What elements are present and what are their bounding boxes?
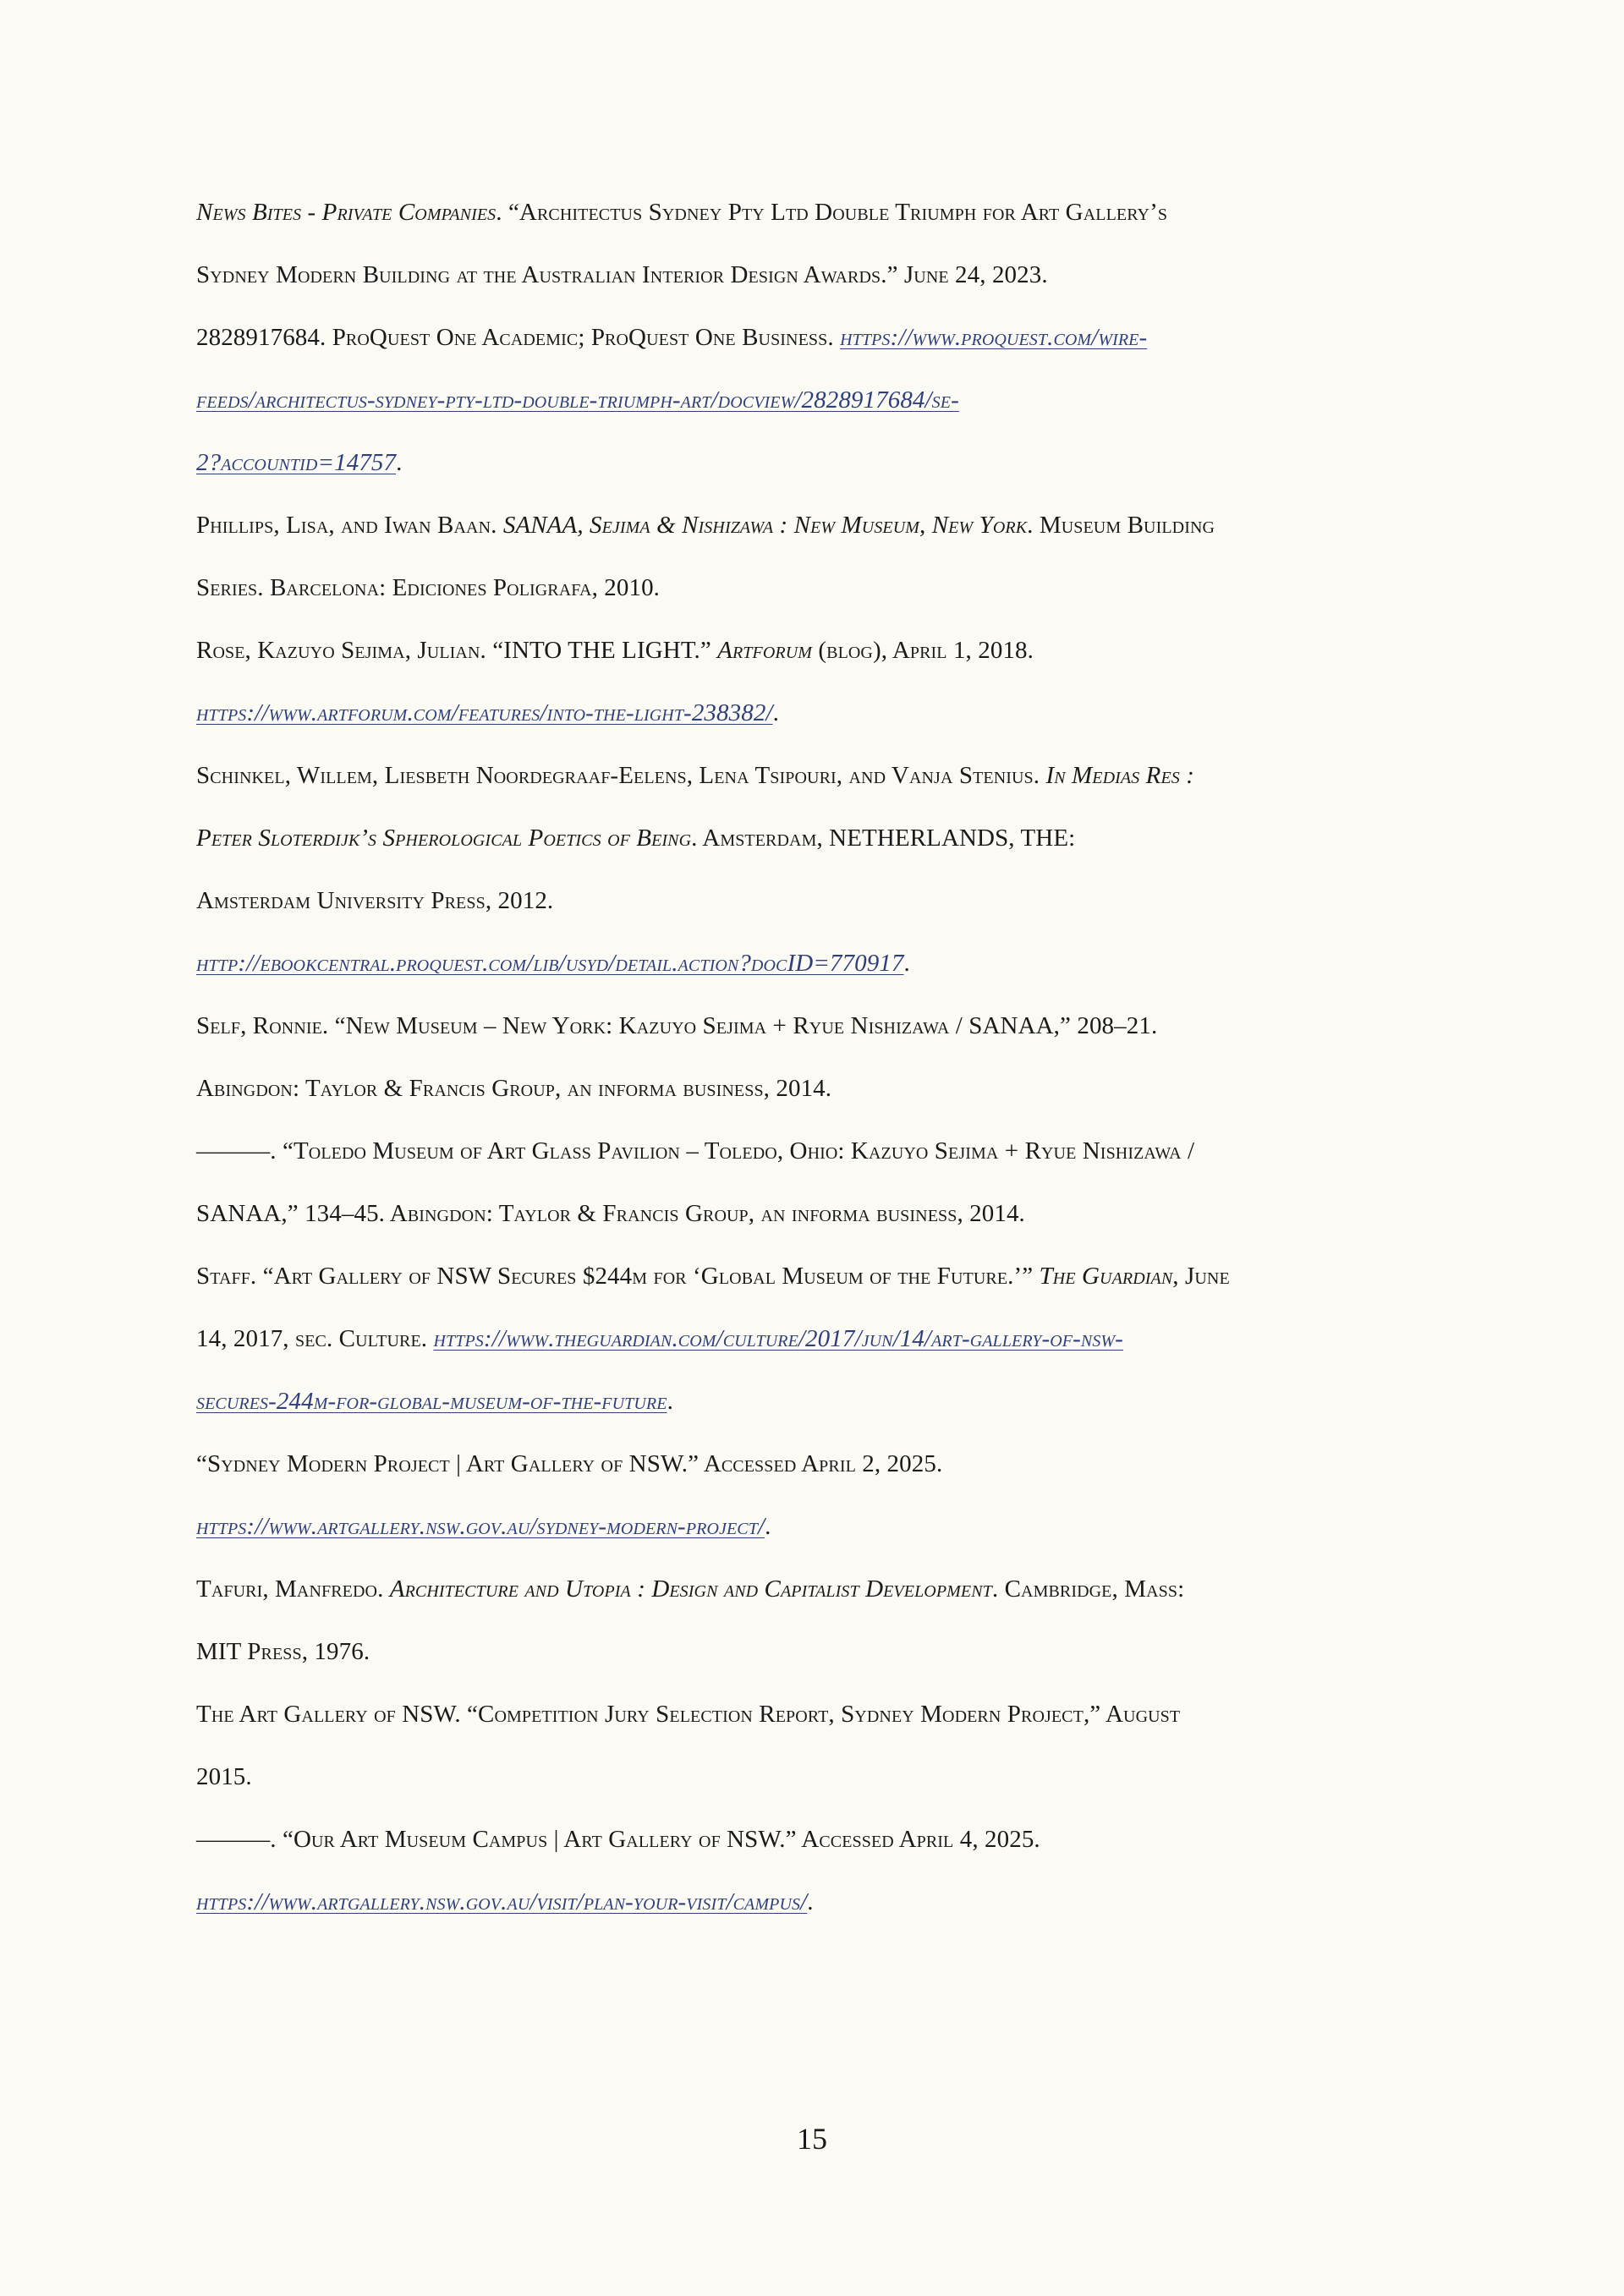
bibliography-entry (196, 494, 1431, 619)
citation-title: SANAA, Sejima & Nishizawa : New Museum, New York (502, 512, 1028, 539)
citation-text: . “Architectus Sydney Pty Ltd Double Triumph for Art Gallery’s (496, 199, 1168, 226)
entry-line (196, 1057, 1431, 1120)
entry-line (196, 1683, 1431, 1745)
entry-line (196, 995, 1431, 1057)
entry-line (196, 494, 1431, 556)
bibliography-entry (196, 181, 1431, 494)
entry-line (196, 1245, 1431, 1307)
citation-title: News Bites - Private Companies (196, 199, 497, 226)
entry-line (196, 1182, 1431, 1245)
citation-text: . (667, 1388, 673, 1415)
citation-text: (blog), April 1, 2018. (812, 637, 1034, 664)
citation-text: SANAA,” 134–45. Abingdon: Taylor & Francis Group, an informa business, 2014. (196, 1200, 1025, 1227)
citation-link[interactable]: https://www.artgallery.nsw.gov.au/visit/plan-your-visit/campus/ (196, 1888, 808, 1915)
bibliography-entry (196, 1433, 1431, 1558)
citation-text: 2015. (196, 1763, 252, 1790)
citation-text: 14, 2017, sec. Culture. (196, 1325, 434, 1352)
citation-link[interactable]: https://www.proquest.com/wire- (840, 324, 1148, 351)
citation-text: Phillips, Lisa, and Iwan Baan. (196, 512, 503, 539)
citation-text: Rose, Kazuyo Sejima, Julian. “INTO THE LIGHT.” (196, 637, 718, 664)
entry-line (196, 1370, 1431, 1433)
bibliography-entry (196, 1683, 1431, 1808)
citation-text: . (903, 950, 910, 977)
citation-text: 2828917684. ProQuest One Academic; ProQuest One Business. (196, 324, 841, 351)
entry-line (196, 1620, 1431, 1683)
citation-link[interactable]: 2?accountid=14757 (196, 449, 397, 476)
citation-title: The Guardian (1039, 1263, 1173, 1290)
entry-line (196, 1307, 1431, 1370)
bibliography-entry (196, 1558, 1431, 1683)
citation-text: Sydney Modern Building at the Australian Interior Design Awards.” June 24, 2023. (196, 261, 1048, 288)
entry-line (196, 244, 1431, 306)
citation-text: Tafuri, Manfredo. (196, 1575, 390, 1603)
citation-text: The Art Gallery of NSW. “Competition Jury Selection Report, Sydney Modern Project,” August (196, 1701, 1181, 1728)
entry-line (196, 1120, 1431, 1182)
citation-text: Abingdon: Taylor & Francis Group, an informa business, 2014. (196, 1075, 832, 1102)
entry-line (196, 306, 1431, 369)
citation-text: . Museum Building (1027, 512, 1215, 539)
entry-line (196, 1745, 1431, 1808)
bibliography-entry (196, 744, 1431, 995)
citation-text: . Cambridge, Mass: (991, 1575, 1185, 1603)
entry-line (196, 619, 1431, 682)
citation-link[interactable]: http://ebookcentral.proquest.com/lib/usyd/detail.action?docID=770917 (196, 950, 904, 977)
bibliography-entry (196, 619, 1431, 744)
entry-line (196, 431, 1431, 494)
citation-text: ———. “Our Art Museum Campus | Art Gallery of NSW.” Accessed April 4, 2025. (196, 1826, 1040, 1853)
entry-line (196, 181, 1431, 244)
citation-title: Artforum (717, 637, 813, 664)
entry-line (196, 807, 1431, 869)
citation-link[interactable]: https://www.artforum.com/features/into-the-light-238382/ (196, 699, 773, 726)
citation-text: . (396, 449, 403, 476)
entry-line (196, 556, 1431, 619)
citation-text: “Sydney Modern Project | Art Gallery of NSW.” Accessed April 2, 2025. (196, 1450, 943, 1477)
entry-line (196, 369, 1431, 431)
citation-title: In Medias Res : (1045, 762, 1195, 789)
citation-text: . Amsterdam, NETHERLANDS, THE: (691, 825, 1076, 852)
citation-link[interactable]: https://www.artgallery.nsw.gov.au/sydney-modern-project/ (196, 1513, 765, 1540)
bibliography-entry (196, 1120, 1431, 1245)
citation-link[interactable]: secures-244m-for-global-museum-of-the-future (196, 1388, 667, 1415)
citation-text: , June (1172, 1263, 1230, 1290)
citation-text: Staff. “Art Gallery of NSW Secures $244m for ‘Global Museum of the Future.’” (196, 1263, 1040, 1290)
citation-title: Peter Sloterdijk’s Spherological Poetics of Being (196, 825, 692, 852)
citation-text: Amsterdam University Press, 2012. (196, 887, 554, 914)
entry-line (196, 744, 1431, 807)
entry-line (196, 1433, 1431, 1495)
citation-link[interactable]: feeds/architectus-sydney-pty-ltd-double-triumph-art/docview/2828917684/se- (196, 386, 959, 414)
entry-line (196, 1808, 1431, 1871)
citation-text: Schinkel, Willem, Liesbeth Noordegraaf-Eelens, Lena Tsipouri, and Vanja Stenius. (196, 762, 1046, 789)
entry-line (196, 932, 1431, 995)
bibliography-list (196, 181, 1431, 1933)
entry-line (196, 682, 1431, 744)
citation-link[interactable]: https://www.theguardian.com/culture/2017/jun/14/art-gallery-of-nsw- (433, 1325, 1123, 1352)
citation-text: MIT Press, 1976. (196, 1638, 370, 1665)
citation-title: Architecture and Utopia : Design and Capitalist Development (389, 1575, 992, 1603)
citation-text: Series. Barcelona: Ediciones Poligrafa, 2010. (196, 574, 661, 601)
bibliography-entry (196, 1808, 1431, 1933)
bibliography-entry (196, 995, 1431, 1120)
entry-line (196, 1495, 1431, 1558)
citation-text: . (765, 1513, 771, 1540)
entry-line (196, 1871, 1431, 1933)
citation-text: Self, Ronnie. “New Museum – New York: Kazuyo Sejima + Ryue Nishizawa / SANAA,” 208–21. (196, 1012, 1158, 1039)
citation-text: . (772, 699, 779, 726)
entry-line (196, 1558, 1431, 1620)
page-number: 15 (797, 2122, 827, 2156)
bibliography-entry (196, 1245, 1431, 1433)
entry-line (196, 869, 1431, 932)
citation-text: . (807, 1888, 814, 1915)
citation-text: ———. “Toledo Museum of Art Glass Pavilion – Toledo, Ohio: Kazuyo Sejima + Ryue Nishizawa / (196, 1137, 1195, 1164)
